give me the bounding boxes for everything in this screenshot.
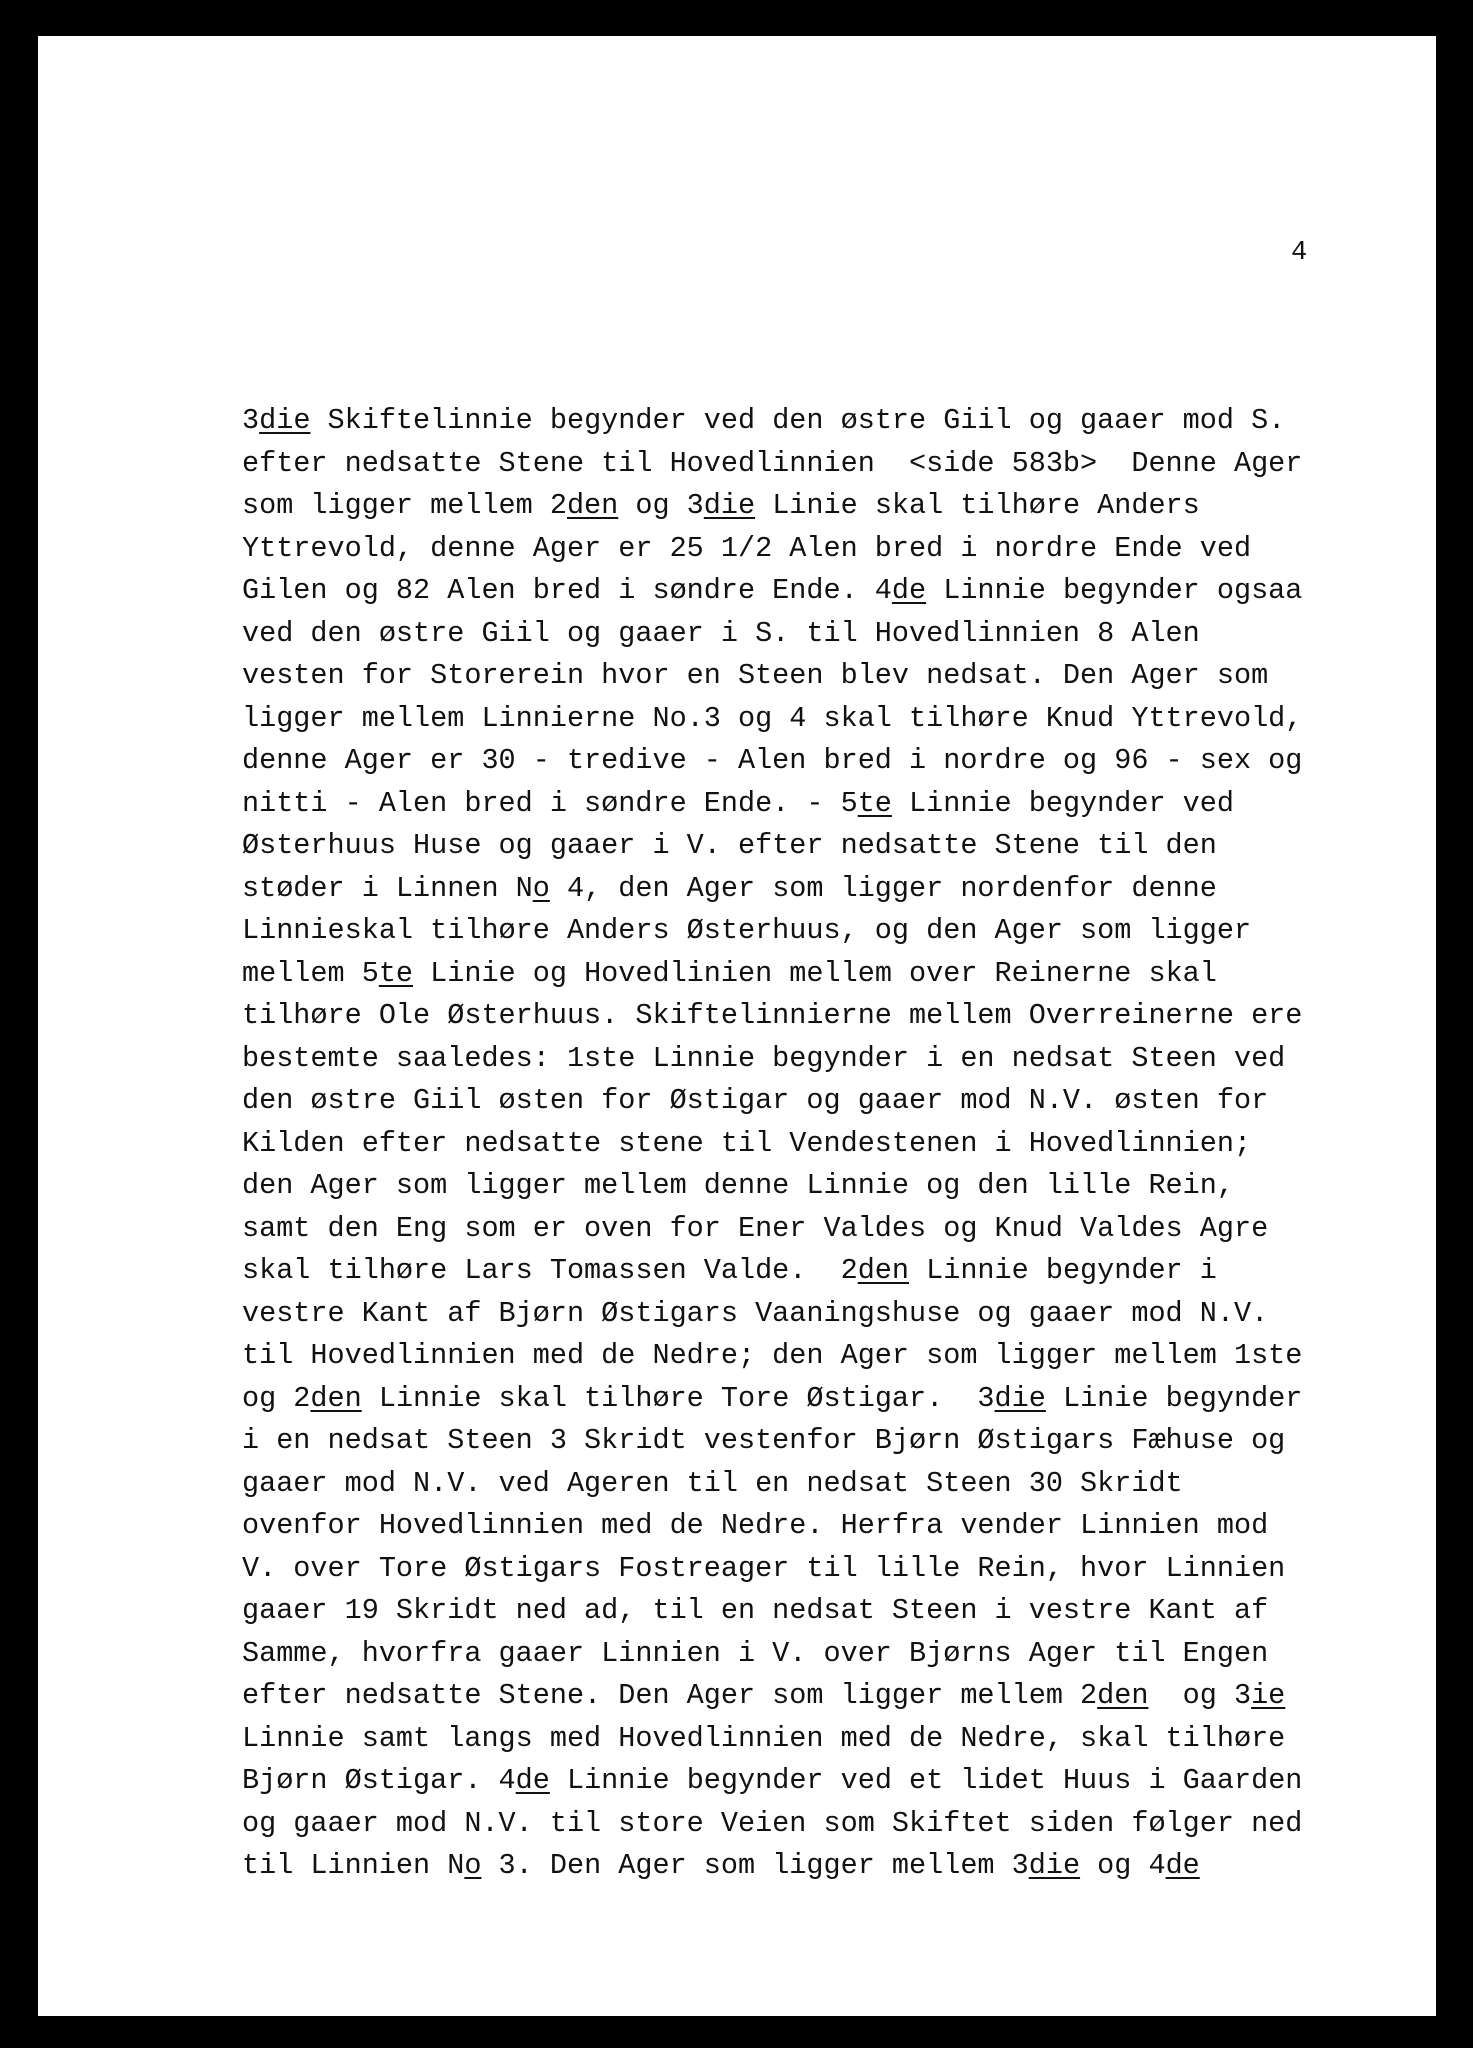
- text-segment: og 3: [618, 489, 704, 522]
- text-segment: 3. Den Ager som ligger mellem 3: [481, 1849, 1029, 1882]
- text-segment: ovenfor Hovedlinnien med de Nedre. Herfra vender Linnien mod: [242, 1509, 1269, 1542]
- text-line: [242, 995, 1342, 1038]
- text-segment: tilhøre Ole Østerhuus. Skiftelinnierne mellem Overreinerne ere: [242, 999, 1303, 1032]
- text-segment: Samme, hvorfra gaaer Linnien i V. over Bjørns Ager til Engen: [242, 1636, 1269, 1670]
- text-segment: Linnieskal tilhøre Anders Østerhuus, og den Ager som ligger: [242, 914, 1252, 947]
- text-segment: nitti - Alen bred i søndre Ende. - 5: [242, 786, 858, 820]
- ordinal-suffix: o: [532, 871, 550, 905]
- text-line: [242, 868, 1342, 911]
- text-segment: og gaaer mod N.V. til store Veien som Skiftet siden følger ned: [242, 1806, 1303, 1840]
- text-segment: efter nedsatte Stene til Hovedlinnien <side 583b> Denne Ager: [242, 446, 1303, 480]
- ordinal-suffix: ie: [1251, 1679, 1286, 1712]
- ordinal-suffix: den: [310, 1381, 362, 1415]
- text-segment: Kilden efter nedsatte stene til Vendestenen i Hovedlinnien;: [242, 1126, 1252, 1160]
- text-segment: Linnie begynder ved: [891, 786, 1234, 820]
- text-line: [242, 1208, 1342, 1251]
- text-line: [242, 528, 1342, 571]
- text-line: [242, 1335, 1342, 1378]
- text-segment: den østre Giil østen for Østigar og gaaer mod N.V. østen for: [242, 1084, 1269, 1117]
- ordinal-suffix: die: [1028, 1849, 1081, 1882]
- text-segment: støder i Linnen N: [242, 871, 533, 905]
- ordinal-suffix: die: [994, 1381, 1046, 1415]
- document-page: [38, 36, 1436, 2016]
- text-line: [242, 1293, 1342, 1336]
- text-segment: samt den Eng som er oven for Ener Valdes og Knud Valdes Agre: [242, 1211, 1269, 1245]
- text-line: [242, 1760, 1342, 1803]
- text-line: [242, 1505, 1342, 1548]
- text-segment: gaaer mod N.V. ved Ageren til en nedsat Steen 30 Skridt: [242, 1466, 1183, 1500]
- text-line: [242, 1803, 1342, 1846]
- ordinal-suffix: te: [857, 786, 892, 820]
- text-segment: denne Ager er 30 - tredive - Alen bred i nordre og 96 - sex og: [242, 744, 1303, 777]
- ordinal-suffix: te: [378, 956, 414, 990]
- ordinal-suffix: o: [464, 1849, 482, 1882]
- text-line: [242, 1463, 1342, 1506]
- ordinal-suffix: die: [703, 489, 756, 522]
- text-segment: efter nedsatte Stene. Den Ager som ligger mellem 2: [242, 1679, 1098, 1712]
- text-line: [242, 1038, 1342, 1081]
- ordinal-suffix: de: [515, 1764, 550, 1797]
- text-segment: til Linnien N: [242, 1849, 465, 1882]
- text-segment: Linnie skal tilhøre Tore Østigar. 3: [361, 1381, 995, 1415]
- ordinal-suffix: den: [857, 1254, 910, 1287]
- text-segment: gaaer 19 Skridt ned ad, til en nedsat Steen i vestre Kant af: [242, 1594, 1269, 1627]
- text-segment: og 3: [1148, 1679, 1252, 1712]
- text-segment: som ligger mellem 2: [242, 489, 567, 522]
- text-segment: i en nedsat Steen 3 Skridt vestenfor Bjørn Østigars Fæhuse og: [242, 1424, 1286, 1457]
- text-line: [242, 1250, 1342, 1293]
- text-line: [242, 1420, 1342, 1463]
- ordinal-suffix: die: [259, 404, 311, 437]
- text-segment: vestre Kant af Bjørn Østigars Vaaningshuse og gaaer mod N.V.: [242, 1296, 1269, 1330]
- text-segment: Linie skal tilhøre Anders: [755, 489, 1200, 522]
- text-line: [242, 1123, 1342, 1166]
- text-line: [242, 698, 1342, 741]
- ordinal-suffix: de: [1165, 1849, 1200, 1882]
- text-line: [242, 1675, 1342, 1718]
- text-segment: Linie begynder: [1045, 1381, 1303, 1415]
- text-segment: 4, den Ager som ligger nordenfor denne: [549, 871, 1217, 905]
- text-line: [242, 443, 1342, 486]
- text-line: [242, 1590, 1342, 1633]
- text-line: [242, 400, 1342, 443]
- text-segment: Linnie begynder ogsaa: [926, 574, 1303, 607]
- text-segment: Linnie begynder ved et lidet Huus i Gaarden: [549, 1764, 1303, 1797]
- text-segment: V. over Tore Østigars Fostreager til lille Rein, hvor Linnien: [242, 1551, 1286, 1585]
- text-segment: Linie og Hovedlinien mellem over Reinerne skal: [413, 956, 1217, 990]
- page-number: 4: [1291, 238, 1308, 268]
- text-segment: 3: [242, 404, 260, 437]
- text-segment: skal tilhøre Lars Tomassen Valde. 2: [242, 1254, 858, 1287]
- text-line: [242, 1845, 1342, 1888]
- text-line: [242, 1548, 1342, 1591]
- text-line: [242, 485, 1342, 528]
- text-line: [242, 1633, 1342, 1676]
- text-segment: bestemte saaledes: 1ste Linnie begynder i en nedsat Steen ved: [242, 1041, 1286, 1075]
- text-line: [242, 825, 1342, 868]
- text-line: [242, 570, 1342, 613]
- text-line: [242, 910, 1342, 953]
- text-segment: ligger mellem Linnierne No.3 og 4 skal tilhøre Knud Yttrevold,: [242, 701, 1303, 735]
- text-segment: den Ager som ligger mellem denne Linnie og den lille Rein,: [242, 1169, 1234, 1202]
- text-segment: mellem 5: [242, 956, 379, 990]
- text-line: [242, 1378, 1342, 1421]
- text-segment: Gilen og 82 Alen bred i søndre Ende. 4: [242, 574, 892, 607]
- text-segment: Skiftelinnie begynder ved den østre Giil og gaaer mod S.: [310, 404, 1286, 437]
- text-line: [242, 655, 1342, 698]
- text-segment: Yttrevold, denne Ager er 25 1/2 Alen bred i nordre Ende ved: [242, 531, 1252, 565]
- text-segment: Linnie samt langs med Hovedlinnien med de Nedre, skal tilhøre: [242, 1721, 1286, 1755]
- ordinal-suffix: de: [891, 574, 927, 607]
- text-segment: ved den østre Giil og gaaer i S. til Hovedlinnien 8 Alen: [242, 616, 1200, 650]
- text-line: [242, 740, 1342, 783]
- text-line: [242, 1718, 1342, 1761]
- text-segment: vesten for Storerein hvor en Steen blev nedsat. Den Ager som: [242, 659, 1269, 692]
- text-segment: til Hovedlinnien med de Nedre; den Ager som ligger mellem 1ste: [242, 1339, 1303, 1372]
- text-segment: og 4: [1080, 1849, 1166, 1882]
- text-line: [242, 1080, 1342, 1123]
- body-text: [242, 400, 1342, 1888]
- ordinal-suffix: den: [1097, 1679, 1149, 1712]
- text-line: [242, 953, 1342, 996]
- text-line: [242, 783, 1342, 826]
- text-segment: Østerhuus Huse og gaaer i V. efter nedsatte Stene til den: [242, 829, 1217, 862]
- ordinal-suffix: den: [566, 489, 619, 522]
- text-line: [242, 613, 1342, 656]
- text-segment: Linnie begynder i: [909, 1254, 1217, 1287]
- text-segment: og 2: [242, 1381, 311, 1415]
- text-segment: Bjørn Østigar. 4: [242, 1764, 516, 1797]
- text-line: [242, 1165, 1342, 1208]
